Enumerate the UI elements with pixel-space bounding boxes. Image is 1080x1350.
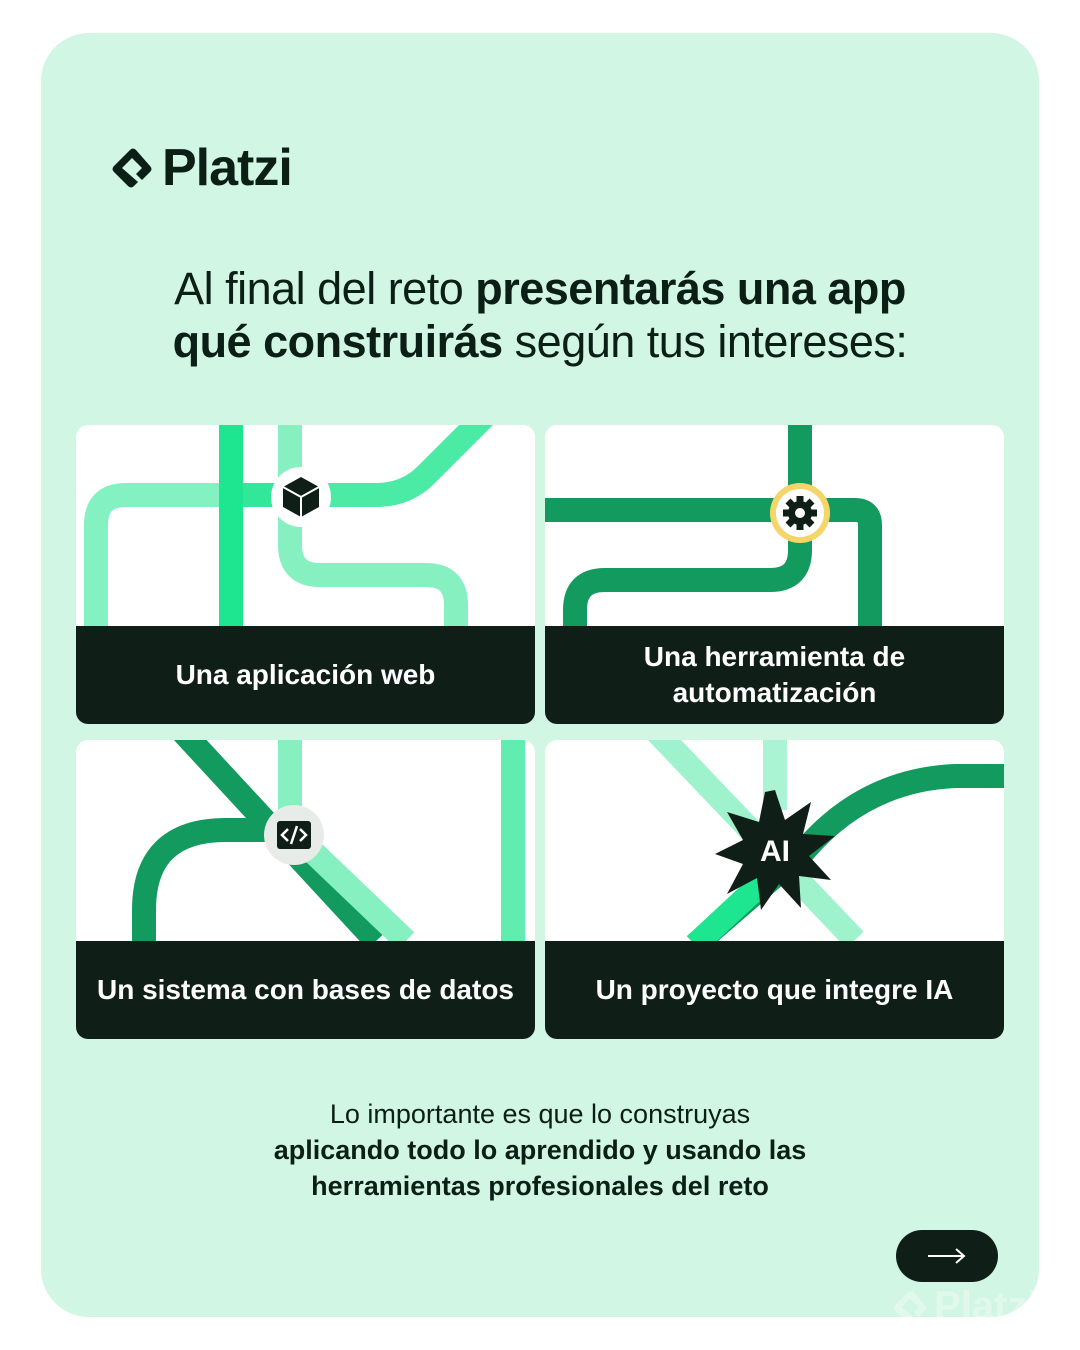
card-label: Una aplicación web [76,626,535,724]
headline-part4: según tus intereses: [502,316,908,367]
code-icon [277,821,311,849]
headline-part2: presentarás una app [475,263,906,314]
card-automation[interactable] [545,425,1004,724]
headline-part1: Al final del reto [174,263,476,314]
footer-line-1: Lo importante es que lo construyas [329,1099,751,1129]
card-illustration [545,740,1004,941]
footer-line-2: aplicando todo lo aprendido y usando las [273,1135,807,1165]
card-illustration [76,740,535,941]
arrow-right-icon [926,1246,968,1266]
watermark-text: Platzi [934,1284,1039,1328]
card-label: Un sistema con bases de datos [76,941,535,1039]
gear-icon [783,496,817,530]
platzi-logo [108,140,292,196]
platzi-watermark-icon [890,1287,930,1327]
headline-part3: qué construirás [172,316,503,367]
next-button[interactable] [896,1230,998,1282]
brand-name: Platzi [162,139,292,197]
footer-text [140,1096,940,1204]
watermark [890,1284,1038,1329]
card-databases[interactable] [76,740,535,1039]
page-headline [80,262,1000,368]
card-illustration [545,425,1004,626]
platzi-logo-icon [108,144,156,192]
ai-label: AI [760,835,790,868]
card-label: Un proyecto que integre IA [545,941,1004,1039]
footer-line-3: herramientas profesionales del reto [311,1171,769,1201]
card-illustration [76,425,535,626]
card-label: Una herramienta de automatización [545,626,1004,724]
card-ai-project[interactable] [545,740,1004,1039]
card-web-app[interactable] [76,425,535,724]
